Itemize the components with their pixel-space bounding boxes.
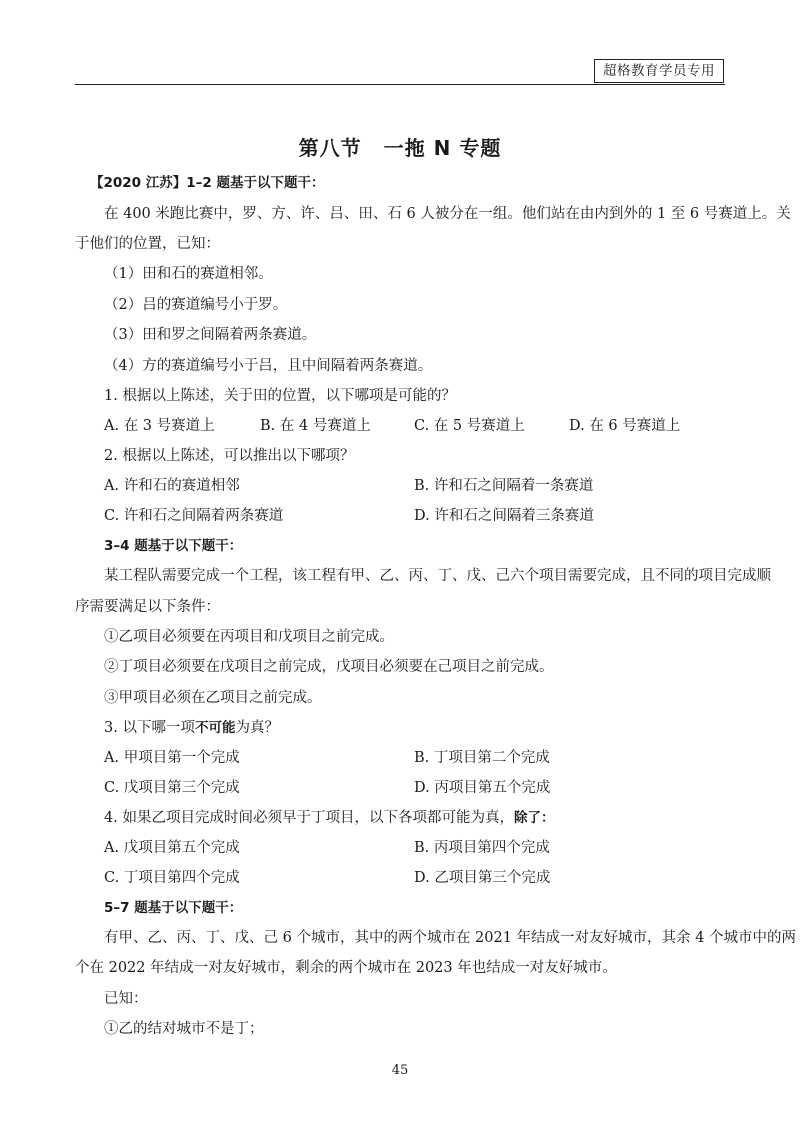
block1-condition-1: （1）田和石的赛道相邻。	[104, 266, 273, 282]
header-rule	[75, 84, 725, 85]
block3-condition-1: ①乙的结对城市不是丁；	[104, 1021, 264, 1037]
q1-option-b: B. 在 4 号赛道上	[260, 418, 371, 434]
q3-option-b: B. 丁项目第二个完成	[414, 750, 550, 766]
header-stamp: 超格教育学员专用	[594, 59, 724, 83]
question-4	[104, 808, 554, 828]
block1-heading: 【2020 江苏】1–2 题基于以下题干：	[90, 175, 325, 191]
section-title	[0, 132, 800, 161]
q2-option-a: A. 许和石的赛道相邻	[104, 478, 240, 494]
q4-option-c: C. 丁项目第四个完成	[104, 870, 240, 886]
q1-option-a: A. 在 3 号赛道上	[104, 418, 215, 434]
question-1: 1. 根据以上陈述，关于田的位置，以下哪项是可能的？	[104, 388, 456, 404]
block2-condition-3: ③甲项目必须在乙项目之前完成。	[104, 690, 322, 706]
block3-known-label: 已知：	[104, 991, 148, 1007]
section-title-prefix: 第八节	[298, 136, 362, 160]
block3-stem-line2: 个在 2022 年结成一对友好城市，剩余的两个城市在 2023 年也结成一对友好城市。	[75, 960, 617, 976]
q4-text-emphasis: 除了：	[513, 810, 555, 826]
q2-option-c: C. 许和石之间隔着两条赛道	[104, 508, 284, 524]
q1-option-d: D. 在 6 号赛道上	[569, 418, 681, 434]
block1-condition-4: （4）方的赛道编号小于吕，且中间隔着两条赛道。	[104, 358, 433, 374]
block3-heading: 5–7 题基于以下题干：	[104, 900, 243, 916]
q2-option-d: D. 许和石之间隔着三条赛道	[414, 508, 594, 524]
block2-heading: 3–4 题基于以下题干：	[104, 538, 243, 554]
q3-option-c: C. 戊项目第三个完成	[104, 780, 240, 796]
block1-condition-3: （3）田和罗之间隔着两条赛道。	[104, 327, 317, 343]
question-3	[104, 718, 279, 738]
block2-stem-line2: 序需要满足以下条件：	[75, 599, 220, 615]
block1-condition-2: （2）吕的赛道编号小于罗。	[104, 297, 288, 313]
section-title-topic: 一拖 N 专题	[383, 136, 502, 160]
block2-condition-2: ②丁项目必须要在戊项目之前完成，戊项目必须要在己项目之前完成。	[104, 659, 554, 675]
q3-text-before: 3. 以下哪一项	[104, 720, 195, 736]
block3-stem-line1: 有甲、乙、丙、丁、戊、己 6 个城市，其中的两个城市在 2021 年结成一对友好城市，其余 4 个城市中的两	[104, 930, 797, 946]
q2-option-b: B. 许和石之间隔着一条赛道	[414, 478, 594, 494]
q4-option-a: A. 戊项目第五个完成	[104, 840, 240, 856]
q3-option-a: A. 甲项目第一个完成	[104, 750, 240, 766]
q3-text-emphasis: 不可能	[194, 720, 236, 736]
block2-condition-1: ①乙项目必须要在丙项目和戊项目之前完成。	[104, 629, 394, 645]
q3-option-d: D. 丙项目第五个完成	[414, 780, 551, 796]
q4-text-before: 4. 如果乙项目完成时间必须早于丁项目，以下各项都可能为真，	[104, 810, 514, 826]
block1-stem-line2: 于他们的位置，已知：	[75, 236, 220, 252]
q4-option-d: D. 乙项目第三个完成	[414, 870, 551, 886]
page-number: 45	[391, 1063, 409, 1078]
q1-option-c: C. 在 5 号赛道上	[414, 418, 525, 434]
block1-stem-line1: 在 400 米跑比赛中，罗、方、许、吕、田、石 6 人被分在一组。他们站在由内到外的 1 至 6 号赛道上。关	[104, 206, 791, 222]
question-2: 2. 根据以上陈述，可以推出以下哪项？	[104, 448, 355, 464]
block2-stem-line1: 某工程队需要完成一个工程，该工程有甲、乙、丙、丁、戊、己六个项目需要完成，且不同的项目完成顺	[104, 568, 771, 584]
q3-text-after: 为真？	[235, 720, 279, 736]
q4-option-b: B. 丙项目第四个完成	[414, 840, 550, 856]
